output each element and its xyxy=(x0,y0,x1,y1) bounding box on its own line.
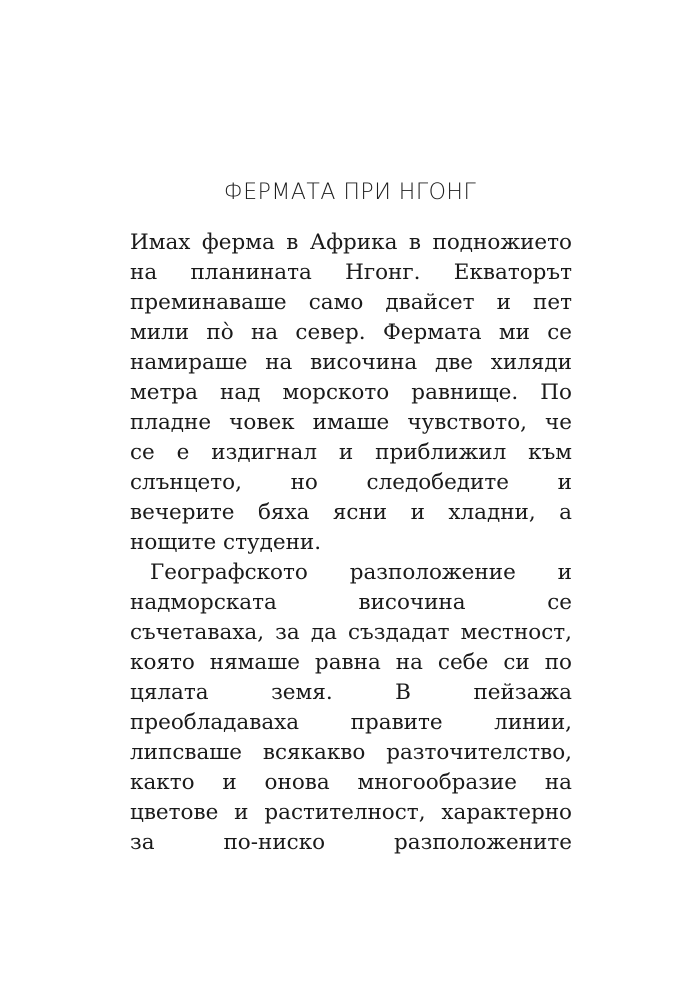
text-line: Географското разположение и xyxy=(150,560,572,585)
text-line: мили пò на север. Фермата ми се xyxy=(130,320,572,345)
text-line: за по-ниско разположените xyxy=(130,830,572,855)
text-line: намираше на височина две хиляди xyxy=(130,350,572,375)
text-line: Имах ферма в Африка в подножието xyxy=(130,230,572,255)
chapter-body xyxy=(130,228,572,858)
text-line: вечерите бяха ясни и хладни, а xyxy=(130,500,572,525)
text-line: която нямаше равна на себе си по xyxy=(130,650,572,675)
text-line: пладне човек имаше чувството, че xyxy=(130,410,572,435)
text-line: на планината Нгонг. Екваторът xyxy=(130,260,572,285)
text-line: липсваше всякакво разточителство, xyxy=(130,740,572,765)
text-line: надморската височина се xyxy=(130,590,572,615)
text-line: слънцето, но следобедите и xyxy=(130,470,572,495)
text-line: цветове и растителност, характерно xyxy=(130,800,572,825)
text-line: както и онова многообразие на xyxy=(130,770,572,795)
text-line: преобладаваха правите линии, xyxy=(130,710,572,735)
chapter-title: ФЕРМАТА ПРИ НГОНГ xyxy=(223,180,477,205)
text-line: нощите студени. xyxy=(130,530,322,555)
text-line: се е издигнал и приближил към xyxy=(130,440,572,465)
text-line: преминаваше само двайсет и пет xyxy=(130,290,572,315)
text-line: цялата земя. В пейзажа xyxy=(130,680,572,705)
text-line: метра над морското равнище. По xyxy=(130,380,572,405)
text-line: съчетаваха, за да създадат местност, xyxy=(130,620,572,645)
